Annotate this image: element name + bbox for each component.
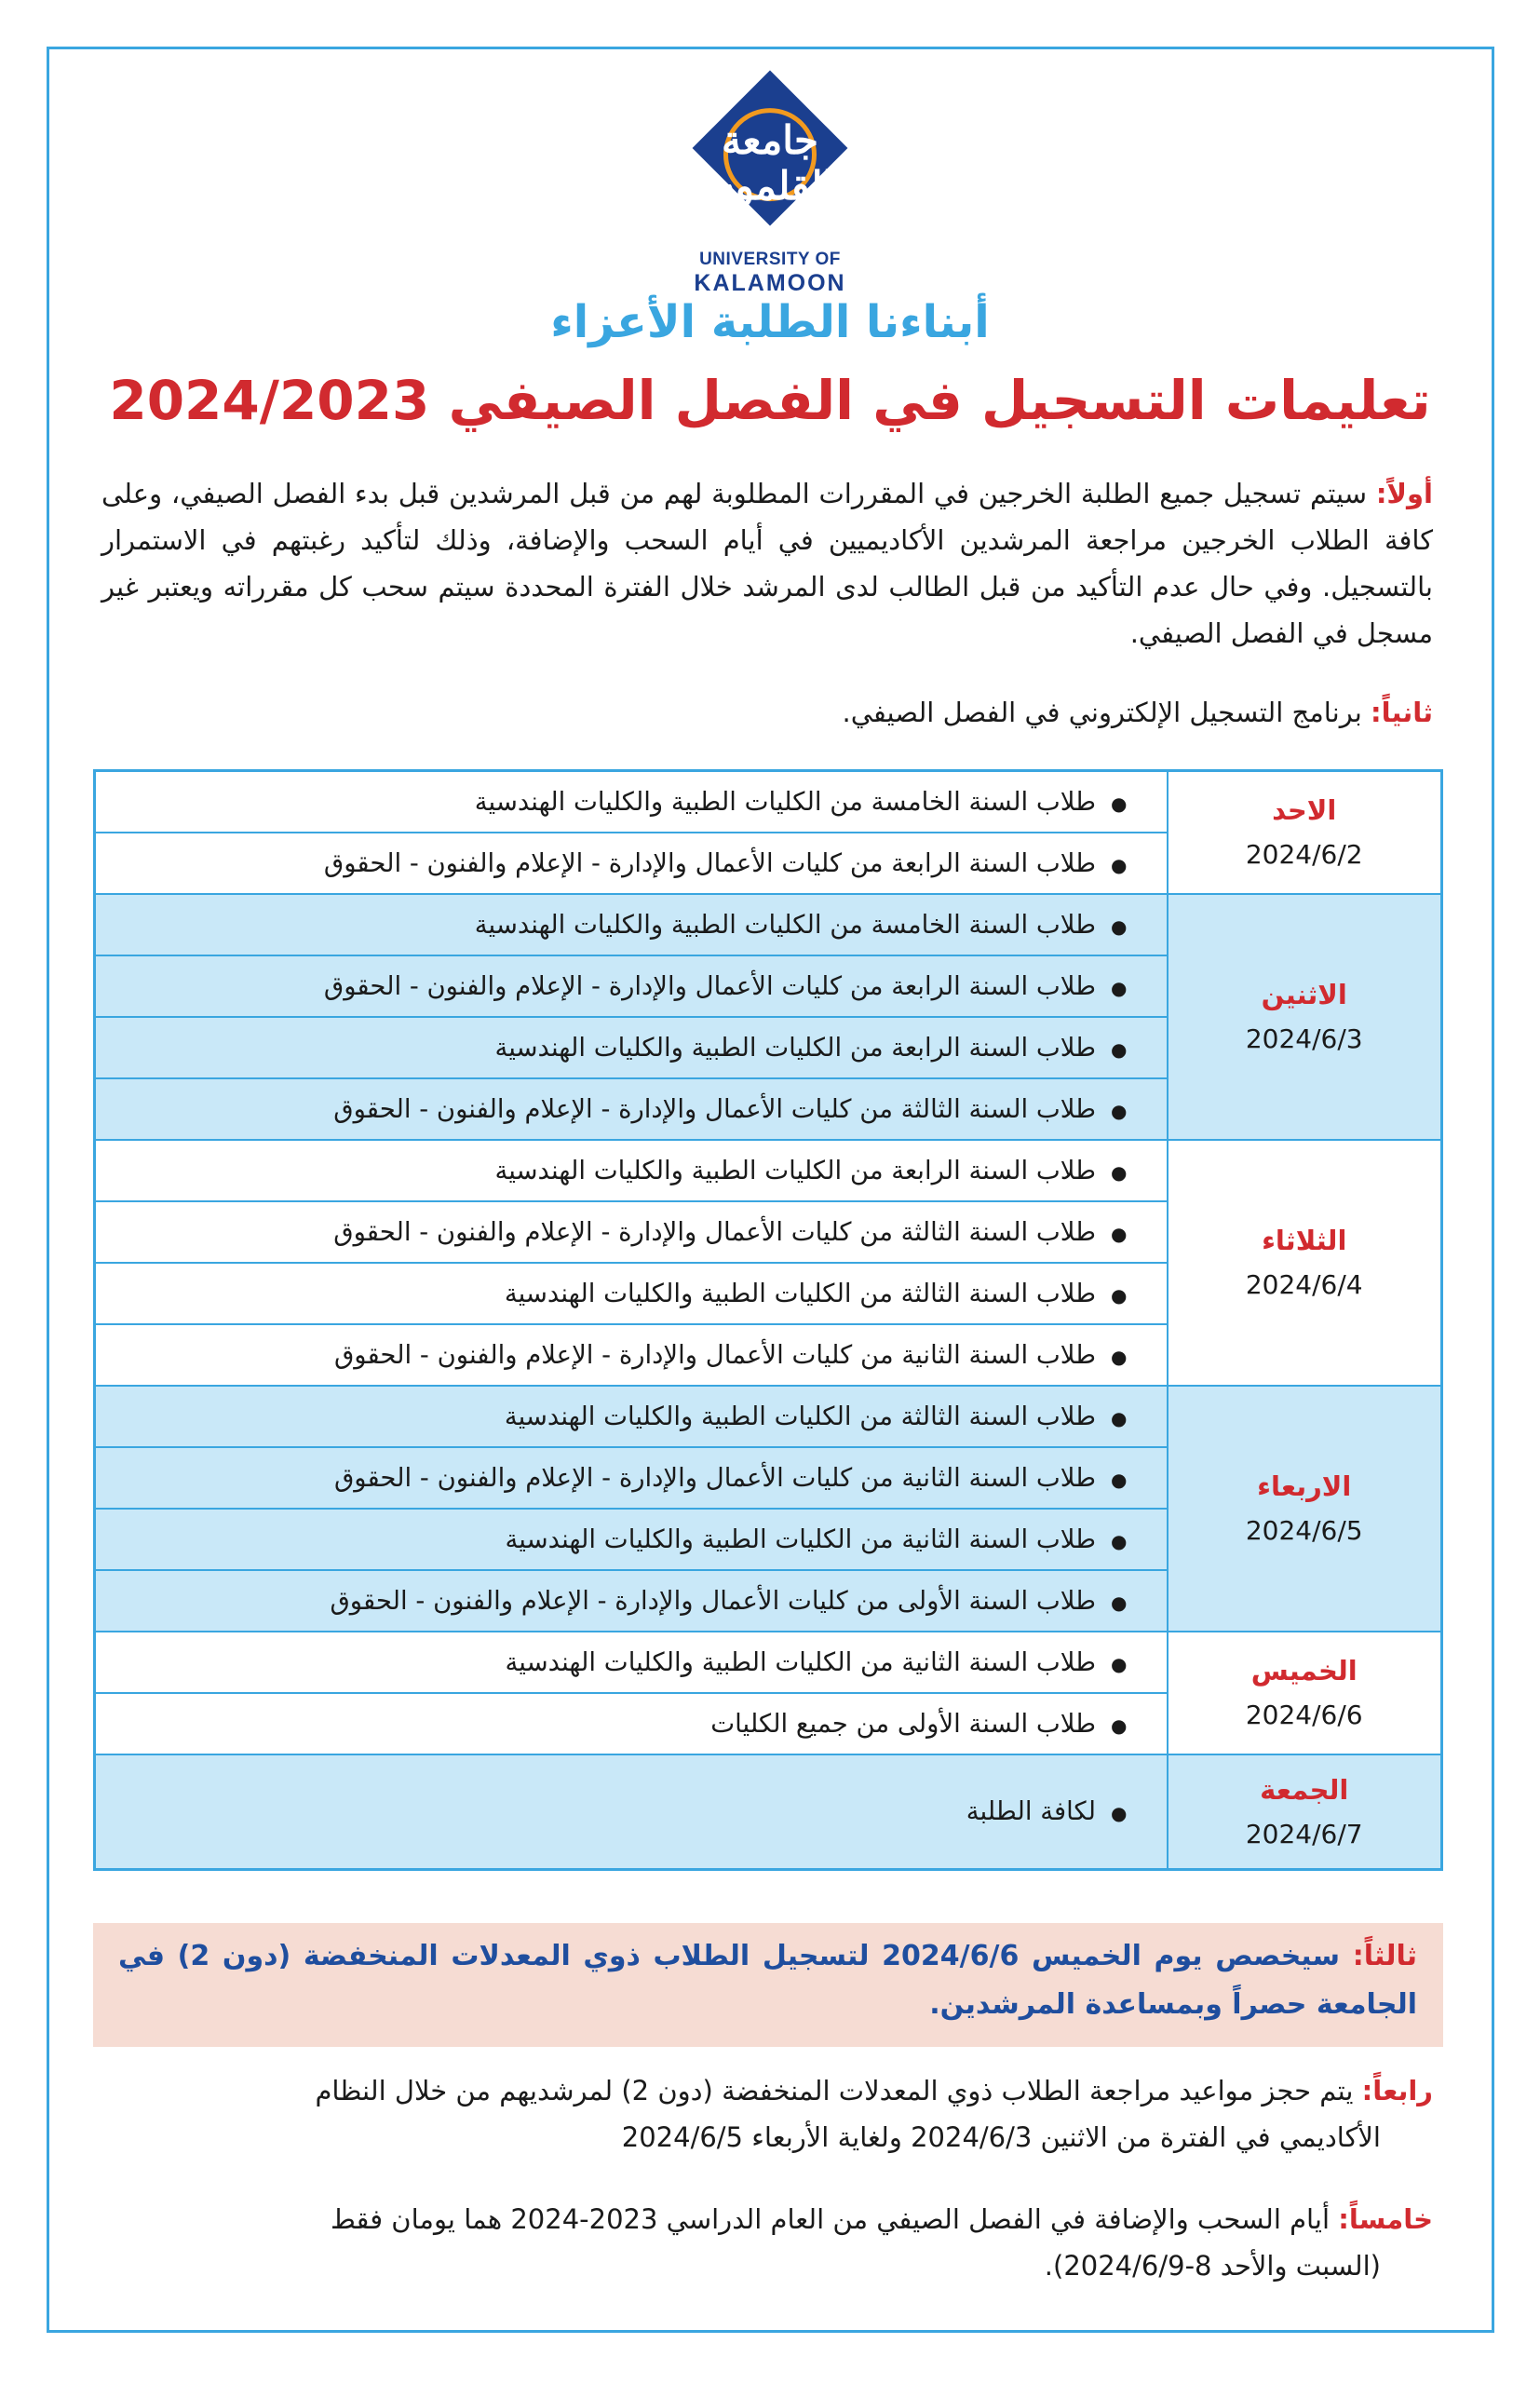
- schedule-item-cell: [95, 1693, 1168, 1754]
- university-logo: [691, 84, 849, 296]
- schedule-item-cell: [95, 1017, 1168, 1078]
- schedule-item-text: طلاب السنة الثالثة من الكليات الطبية والكليات الهندسية: [504, 1401, 1097, 1431]
- schedule-day-cell: [1168, 1140, 1442, 1386]
- schedule-item-cell: [95, 1447, 1168, 1509]
- schedule-item-cell: [95, 955, 1168, 1017]
- schedule-day-name: الخميس: [1250, 1655, 1358, 1686]
- schedule-item-cell: [95, 1632, 1168, 1693]
- schedule-item-cell: [95, 1078, 1168, 1140]
- schedule-item-cell: [95, 1754, 1168, 1870]
- schedule-item-text: طلاب السنة الخامسة من الكليات الطبية والكليات الهندسية: [474, 909, 1097, 940]
- schedule-item-cell: [95, 1140, 1168, 1201]
- schedule-item-cell: [95, 1509, 1168, 1570]
- schedule-day-name: الجمعة: [1260, 1773, 1349, 1806]
- paragraph-fifth-line2: (السبت والأحد 8-2024/6/9).: [1044, 2250, 1381, 2282]
- paragraph-first-lead: أولاً:: [1375, 478, 1433, 509]
- paragraph-fifth-lead: خامساً:: [1338, 2203, 1433, 2235]
- schedule-item-text: طلاب السنة الخامسة من الكليات الطبية والكليات الهندسية: [474, 786, 1097, 817]
- schedule-item-text: طلاب السنة الرابعة من الكليات الطبية والكليات الهندسية: [494, 1032, 1097, 1063]
- paragraph-fourth-lead: رابعاً:: [1361, 2075, 1433, 2106]
- schedule-item-text: طلاب السنة الرابعة من كليات الأعمال والإدارة - الإعلام والفنون - الحقوق: [323, 847, 1097, 878]
- schedule-item-cell: [95, 894, 1168, 955]
- notice-body: سيخصص يوم الخميس 2024/6/6 لتسجيل الطلاب ذوي المعدلات المنخفضة (دون 2) في الجامعة حصراً وبمساعدة المرشدين.: [118, 1940, 1417, 2021]
- schedule-day-cell: [1168, 771, 1442, 894]
- paragraph-second-text: برنامج التسجيل الإلكتروني في الفصل الصيفي.: [842, 697, 1362, 728]
- paragraph-first-text: سيتم تسجيل جميع الطلبة الخرجين في المقررات المطلوبة لهم من قبل المرشدين قبل بدء الفصل الصيفي، وعلى كافة الطلاب الخرجين مراجعة المرشدين الأكاديميين في أيام السحب والإضافة، وذلك لتأكيد رغبتهم في الاستمرار بالتسجيل. وفي حال عدم التأكيد من قبل الطالب لدى المرشد خلال الفترة المحددة سيتم سحب كل مقرراته ويعتبر غير مسجل في الفصل الصيفي.: [101, 478, 1433, 649]
- schedule-row: [95, 771, 1442, 833]
- paragraph-second-lead: ثانياً:: [1371, 697, 1433, 728]
- schedule-item-text: طلاب السنة الثانية من الكليات الطبية والكليات الهندسية: [505, 1646, 1097, 1677]
- schedule-item-text: طلاب السنة الرابعة من الكليات الطبية والكليات الهندسية: [494, 1155, 1097, 1185]
- paragraph-first: [101, 470, 1433, 657]
- schedule-day-date: 2024/6/5: [1245, 1515, 1363, 1546]
- bullet-icon: ●: [1111, 1802, 1128, 1825]
- schedule-day-cell: [1168, 1386, 1442, 1632]
- bullet-icon: ●: [1111, 1222, 1128, 1245]
- schedule-row: [95, 1632, 1442, 1693]
- schedule-item-text: طلاب السنة الأولى من جميع الكليات: [710, 1708, 1097, 1739]
- bullet-icon: ●: [1111, 1529, 1128, 1552]
- bullet-icon: ●: [1111, 1652, 1128, 1675]
- schedule-day-date: 2024/6/2: [1245, 839, 1363, 871]
- paragraph-fifth: [101, 2196, 1433, 2289]
- schedule-day-name: الثلاثاء: [1262, 1225, 1347, 1256]
- schedule-item-text: طلاب السنة الثانية من كليات الأعمال والإدارة - الإعلام والفنون - الحقوق: [333, 1462, 1097, 1493]
- schedule-item-text: طلاب السنة الثانية من الكليات الطبية والكليات الهندسية: [505, 1524, 1097, 1554]
- schedule-row: [95, 1754, 1442, 1870]
- logo-university-name: KALAMOON: [694, 270, 846, 296]
- schedule-item-cell: [95, 1263, 1168, 1324]
- bullet-icon: ●: [1111, 1591, 1128, 1614]
- schedule-item-text: طلاب السنة الثالثة من الكليات الطبية والكليات الهندسية: [504, 1278, 1097, 1308]
- bullet-icon: ●: [1111, 976, 1128, 999]
- bullet-icon: ●: [1111, 1468, 1128, 1491]
- schedule-day-cell: [1168, 894, 1442, 1140]
- schedule-day-date: 2024/6/6: [1245, 1700, 1363, 1730]
- bullet-icon: ●: [1111, 1714, 1128, 1737]
- schedule-day-name: الاحد: [1272, 794, 1337, 827]
- registration-schedule-table: [93, 769, 1443, 1871]
- schedule-item-cell: [95, 1386, 1168, 1447]
- schedule-item-cell: [95, 833, 1168, 894]
- bullet-icon: ●: [1111, 1345, 1128, 1368]
- schedule-row: [95, 1140, 1442, 1201]
- schedule-day-date: 2024/6/3: [1245, 1023, 1363, 1054]
- schedule-row: [95, 894, 1442, 955]
- schedule-day-cell: [1168, 1632, 1442, 1754]
- notice-box: [93, 1923, 1443, 2047]
- schedule-item-text: طلاب السنة الثالثة من كليات الأعمال والإدارة - الإعلام والفنون - الحقوق: [333, 1093, 1097, 1124]
- bullet-icon: ●: [1111, 1037, 1128, 1061]
- paragraph-fourth-line2: الأكاديمي في الفترة من الاثنين 2024/6/3 ولغاية الأربعاء 2024/6/5: [621, 2121, 1381, 2153]
- bullet-icon: ●: [1111, 914, 1128, 938]
- schedule-item-text: طلاب السنة الثالثة من كليات الأعمال والإدارة - الإعلام والفنون - الحقوق: [333, 1216, 1097, 1247]
- schedule-item-text: لكافة الطلبة: [966, 1796, 1097, 1827]
- page-title: تعليمات التسجيل في الفصل الصيفي 2024/2023: [109, 369, 1431, 432]
- paragraph-fifth-line1: أيام السحب والإضافة في الفصل الصيفي من العام الدراسي 2023-2024 هما يومان فقط: [331, 2203, 1331, 2235]
- schedule-item-text: طلاب السنة الرابعة من كليات الأعمال والإدارة - الإعلام والفنون - الحقوق: [323, 970, 1097, 1001]
- schedule-day-date: 2024/6/7: [1245, 1818, 1363, 1849]
- bullet-icon: ●: [1111, 1283, 1128, 1307]
- notice-lead: ثالثاً:: [1352, 1940, 1418, 1972]
- schedule-item-cell: [95, 1570, 1168, 1632]
- bullet-icon: ●: [1111, 1406, 1128, 1429]
- greeting-heading: أبناءنا الطلبة الأعزاء: [550, 296, 990, 348]
- schedule-day-name: الاربعاء: [1257, 1470, 1352, 1502]
- schedule-day-cell: [1168, 1754, 1442, 1870]
- schedule-item-text: طلاب السنة الأولى من كليات الأعمال والإدارة - الإعلام والفنون - الحقوق: [330, 1585, 1097, 1616]
- bullet-icon: ●: [1111, 1160, 1128, 1184]
- paragraph-fourth: [101, 2067, 1433, 2160]
- schedule-item-cell: [95, 1324, 1168, 1386]
- schedule-item-text: طلاب السنة الثانية من كليات الأعمال والإدارة - الإعلام والفنون - الحقوق: [333, 1339, 1097, 1370]
- schedule-item-cell: [95, 771, 1168, 833]
- paragraph-fourth-line1: يتم حجز مواعيد مراجعة الطلاب ذوي المعدلات المنخفضة (دون 2) لمرشديهم من خلال النظام: [315, 2075, 1354, 2106]
- bullet-icon: ●: [1111, 853, 1128, 876]
- bullet-icon: ●: [1111, 792, 1128, 815]
- logo-university-of: UNIVERSITY OF: [699, 250, 841, 269]
- paragraph-second: [101, 689, 1433, 736]
- schedule-item-cell: [95, 1201, 1168, 1263]
- schedule-row: [95, 1386, 1442, 1447]
- schedule-day-name: الاثنين: [1261, 979, 1347, 1010]
- notice-text: [118, 1932, 1417, 2029]
- bullet-icon: ●: [1111, 1099, 1128, 1122]
- schedule-day-date: 2024/6/4: [1245, 1269, 1363, 1300]
- logo-script-text: جامعة القلمون: [706, 117, 834, 209]
